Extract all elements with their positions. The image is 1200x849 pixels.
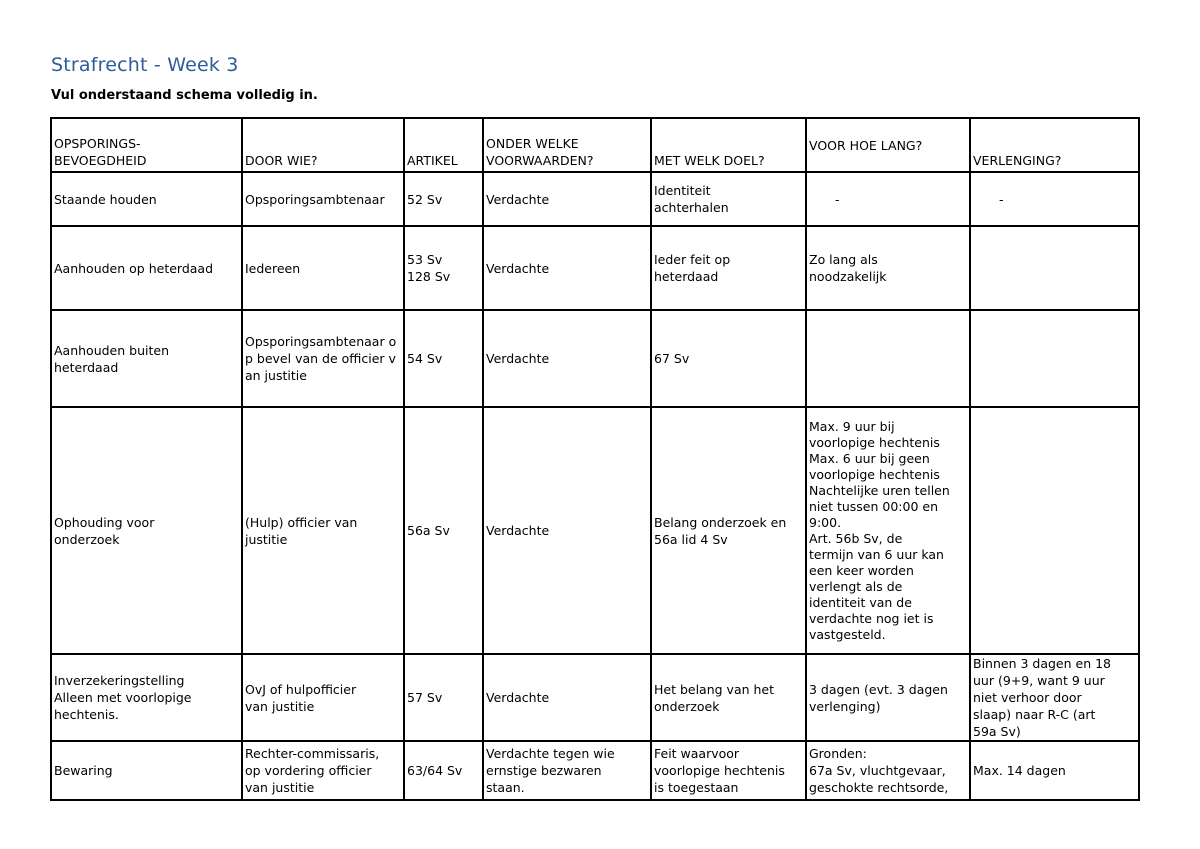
cell-bevoegdheid: Ophouding voor onderzoek — [51, 407, 242, 654]
header-artikel: ARTIKEL — [404, 118, 483, 172]
cell-doel: Belang onderzoek en 56a lid 4 Sv — [651, 407, 806, 654]
cell-artikel: 54 Sv — [404, 310, 483, 407]
cell-duur: Zo lang als noodzakelijk — [806, 226, 970, 310]
cell-bevoegdheid: Bewaring — [51, 741, 242, 800]
header-duur: VOOR HOE LANG? — [806, 118, 970, 172]
cell-artikel: 53 Sv 128 Sv — [404, 226, 483, 310]
header-doel: MET WELK DOEL? — [651, 118, 806, 172]
table-row — [51, 310, 1139, 407]
cell-duur: 3 dagen (evt. 3 dagen verlenging) — [806, 654, 970, 741]
cell-door-wie: Opsporingsambtenaar op bevel van de officier van justitie — [242, 310, 404, 407]
table-row — [51, 741, 1139, 800]
table-row — [51, 407, 1139, 654]
cell-voorwaarden: Verdachte — [483, 226, 651, 310]
header-door-wie: DOOR WIE? — [242, 118, 404, 172]
cell-verlenging — [970, 407, 1139, 654]
document-subtitle: Vul onderstaand schema volledig in. — [51, 88, 318, 103]
cell-voorwaarden: Verdachte — [483, 172, 651, 226]
cell-doel: Identiteit achterhalen — [651, 172, 806, 226]
cell-verlenging: - — [970, 172, 1139, 226]
cell-door-wie: (Hulp) officier van justitie — [242, 407, 404, 654]
cell-doel: Het belang van het onderzoek — [651, 654, 806, 741]
table-header-row — [51, 118, 1139, 172]
cell-bevoegdheid: Aanhouden op heterdaad — [51, 226, 242, 310]
header-verlenging: VERLENGING? — [970, 118, 1139, 172]
table-row — [51, 654, 1139, 741]
cell-verlenging: Binnen 3 dagen en 18 uur (9+9, want 9 uur niet verhoor door slaap) naar R-C (art 59a Sv) — [970, 654, 1139, 741]
cell-verlenging — [970, 226, 1139, 310]
cell-duur: - — [806, 172, 970, 226]
cell-door-wie: Rechter-commissaris, op vordering officier van justitie — [242, 741, 404, 800]
table-row — [51, 172, 1139, 226]
cell-artikel: 56a Sv — [404, 407, 483, 654]
cell-door-wie: Opsporingsambtenaar — [242, 172, 404, 226]
cell-voorwaarden: Verdachte — [483, 407, 651, 654]
cell-door-wie: Iedereen — [242, 226, 404, 310]
cell-doel: Ieder feit op heterdaad — [651, 226, 806, 310]
cell-doel: Feit waarvoor voorlopige hechtenis is toegestaan — [651, 741, 806, 800]
cell-door-wie: OvJ of hulpofficier van justitie — [242, 654, 404, 741]
cell-artikel: 63/64 Sv — [404, 741, 483, 800]
cell-duur — [806, 310, 970, 407]
cell-duur: Max. 9 uur bij voorlopige hechtenis Max. 6 uur bij geen voorlopige hechtenis Nachtelijke uren tellen niet tussen 00:00 en 9:00. Art. 56b Sv, de termijn van 6 uur kan een keer worden verlengt als de identiteit van de verdachte nog iet is vastgesteld. — [806, 407, 970, 654]
cell-voorwaarden: Verdachte tegen wie ernstige bezwaren staan. — [483, 741, 651, 800]
header-bevoegdheid: OPSPORINGS- BEVOEGDHEID — [51, 118, 242, 172]
cell-artikel: 57 Sv — [404, 654, 483, 741]
schema-table — [50, 117, 1140, 801]
cell-bevoegdheid: Staande houden — [51, 172, 242, 226]
cell-bevoegdheid: Inverzekeringstelling Alleen met voorlopige hechtenis. — [51, 654, 242, 741]
cell-verlenging: Max. 14 dagen — [970, 741, 1139, 800]
cell-verlenging — [970, 310, 1139, 407]
cell-voorwaarden: Verdachte — [483, 310, 651, 407]
document-title: Strafrecht - Week 3 — [51, 54, 239, 76]
cell-doel: 67 Sv — [651, 310, 806, 407]
cell-artikel: 52 Sv — [404, 172, 483, 226]
cell-voorwaarden: Verdachte — [483, 654, 651, 741]
table-row — [51, 226, 1139, 310]
cell-bevoegdheid: Aanhouden buiten heterdaad — [51, 310, 242, 407]
header-voorwaarden: ONDER WELKE VOORWAARDEN? — [483, 118, 651, 172]
cell-duur: Gronden: 67a Sv, vluchtgevaar, geschokte rechtsorde, — [806, 741, 970, 800]
